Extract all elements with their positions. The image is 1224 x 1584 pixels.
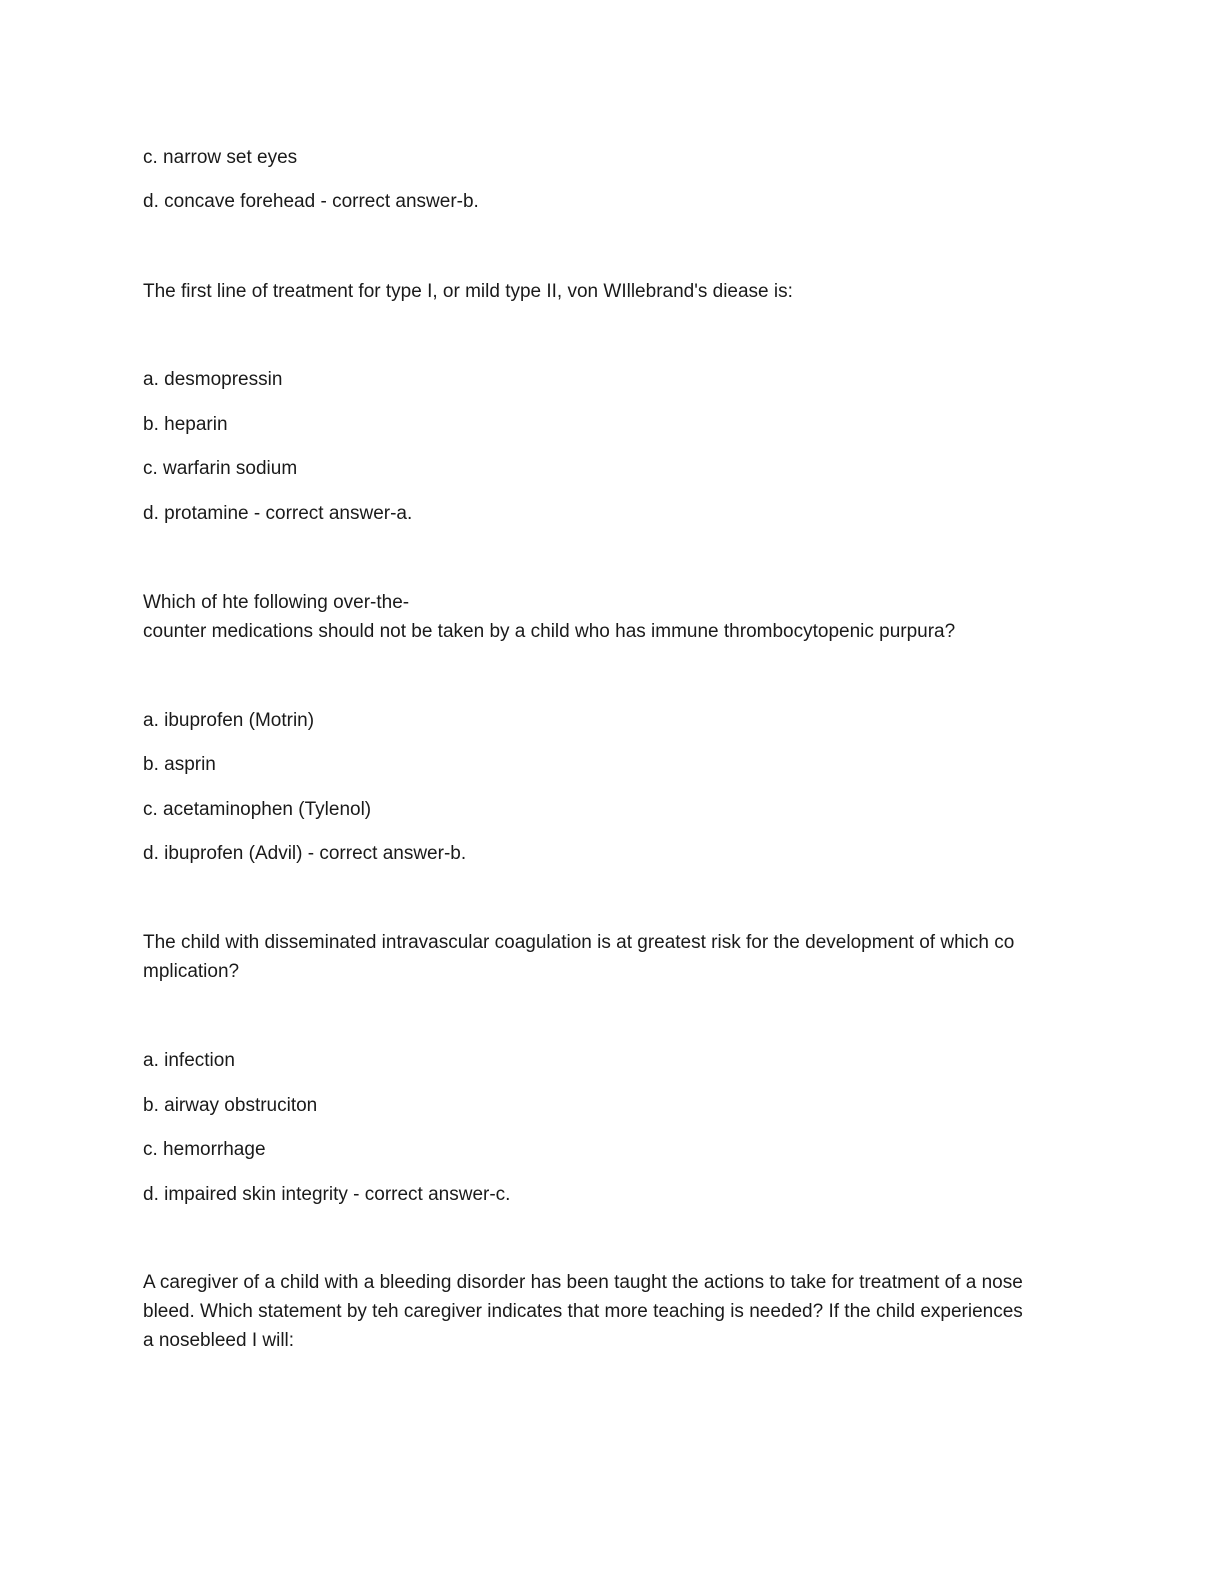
question-text: a nosebleed I will: <box>143 1330 295 1351</box>
question-text: The child with disseminated intravascular coagulation is at greatest risk for the development of which co <box>143 932 1015 953</box>
answer-option-b: b. heparin <box>143 414 228 435</box>
answer-option-b: b. airway obstruciton <box>143 1095 318 1116</box>
answer-option-a: a. infection <box>143 1050 235 1071</box>
answer-option-c: c. narrow set eyes <box>143 147 298 168</box>
answer-option-d: d. protamine - correct answer-a. <box>143 503 413 524</box>
answer-option-c: c. hemorrhage <box>143 1139 266 1160</box>
answer-option-d: d. impaired skin integrity - correct answer-c. <box>143 1184 511 1205</box>
answer-option-c: c. acetaminophen (Tylenol) <box>143 799 372 820</box>
answer-option-b: b. asprin <box>143 754 216 775</box>
question-text: Which of hte following over-the- <box>143 592 410 613</box>
answer-option-c: c. warfarin sodium <box>143 458 298 479</box>
answer-option-d: d. concave forehead - correct answer-b. <box>143 191 479 212</box>
question-text: counter medications should not be taken by a child who has immune thrombocytopenic purpura? <box>143 621 956 642</box>
question-text: bleed. Which statement by teh caregiver indicates that more teaching is needed? If the child experiences <box>143 1301 1023 1322</box>
answer-option-a: a. desmopressin <box>143 369 283 390</box>
question-text: A caregiver of a child with a bleeding disorder has been taught the actions to take for treatment of a nose <box>143 1272 1023 1293</box>
question-text: The first line of treatment for type I, or mild type II, von WIllebrand's diease is: <box>143 281 793 302</box>
question-text: mplication? <box>143 961 240 982</box>
answer-option-a: a. ibuprofen (Motrin) <box>143 710 315 731</box>
answer-option-d: d. ibuprofen (Advil) - correct answer-b. <box>143 843 467 864</box>
